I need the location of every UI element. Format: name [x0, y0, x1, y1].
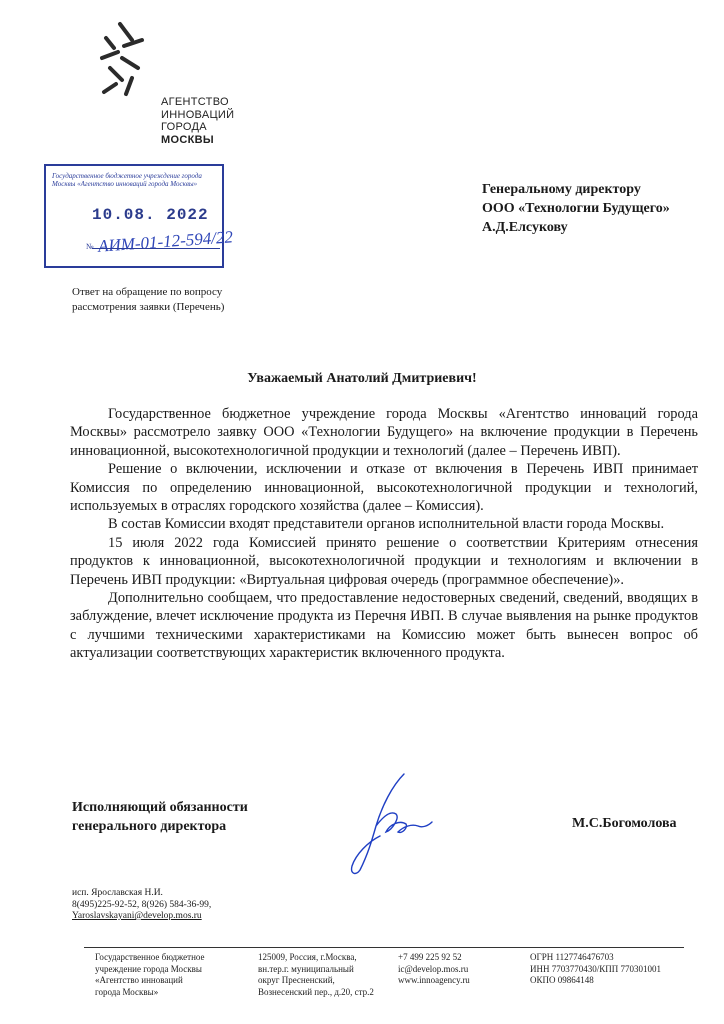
- addressee-block: [482, 180, 670, 237]
- footer-line: ОКПО 09864148: [530, 975, 594, 985]
- footer-line: города Москвы»: [95, 986, 159, 997]
- body-paragraph: Дополнительно сообщаем, что предоставление недостоверных сведений, сведений, вводящих в заблуждение, влечет исключение продукта из Перечня ИВП. В случае выявления на рынке продуктов с лучшими техническими характеристиками на Комиссию может быть вынесен вопрос об актуализации соответствующих характеристик включенного продукта.: [70, 590, 698, 662]
- logo-line: АГЕНТСТВО: [161, 96, 229, 108]
- signatory-title-line: генерального директора: [72, 819, 227, 834]
- agency-logo-text: [161, 96, 234, 146]
- footer-line: Вознесенский пер., д.20, стр.2: [258, 986, 374, 997]
- stamp-no-label: №: [86, 242, 94, 251]
- footer-line: учреждение города Москвы: [95, 963, 202, 974]
- subject-block: [72, 285, 224, 315]
- footer-line: ОГРН 1127746476703: [530, 952, 614, 962]
- addressee-line: А.Д.Елсукову: [482, 220, 568, 235]
- footer-line: 125009, Россия, г.Москва,: [258, 952, 357, 962]
- footer-line: «Агентство инноваций: [95, 975, 183, 985]
- subject-line: Ответ на обращение по вопросу: [72, 286, 223, 298]
- body-paragraph: Государственное бюджетное учреждение города Москвы «Агентство инноваций города Москвы» рассмотрело заявку ООО «Технологии Будущего» на включение продукции в Перечень инновационной, высокотехнологичной продукции и технологий (далее – Перечень ИВП).: [70, 406, 698, 459]
- signatory-name: М.С.Богомолова: [572, 816, 677, 831]
- executor-email-link[interactable]: Yaroslavskayani@develop.mos.ru: [72, 911, 202, 921]
- handwritten-signature: [346, 770, 436, 880]
- signatory-title: [72, 798, 248, 836]
- footer-email-link[interactable]: ic@develop.mos.ru: [398, 963, 469, 974]
- footer-org-column: [95, 952, 205, 998]
- footer-line: Государственное бюджетное: [95, 952, 205, 962]
- executor-name: исп. Ярославская Н.И.: [72, 888, 163, 898]
- subject-line: рассмотрения заявки (Перечень): [72, 301, 225, 313]
- addressee-line: Генеральному директору: [482, 182, 641, 197]
- letter-body: [70, 405, 698, 663]
- executor-info: [72, 888, 211, 923]
- body-paragraph: 15 июля 2022 года Комиссией принято решение о соответствии Критериям отнесения продуктов к инновационной, высокотехнологичной продукции и технологиям и включении в Перечень ИВП продукции: «Виртуальная цифровая очередь (программное обеспечение)».: [70, 534, 698, 588]
- greeting: Уважаемый Анатолий Дмитриевич!: [247, 371, 477, 386]
- stamp-line-2: Москвы «Агентство инноваций города Москвы»: [52, 180, 198, 188]
- logo-line: ГОРОДА: [161, 121, 207, 133]
- signatory-title-line: Исполняющий обязанности: [72, 800, 248, 815]
- body-paragraph: В состав Комиссии входят представители органов исполнительной власти города Москвы.: [108, 516, 665, 533]
- registration-stamp: [44, 164, 234, 268]
- footer-line: ИНН 7703770430/КПП 770301001: [530, 963, 662, 974]
- footer-phone: +7 499 225 92 52: [398, 952, 462, 962]
- footer-line: вн.тер.г. муниципальный: [258, 963, 354, 974]
- executor-phones: 8(495)225-92-52, 8(926) 584-36-99,: [72, 899, 212, 910]
- logo-line: МОСКВЫ: [161, 133, 214, 146]
- footer-contacts-column: [398, 952, 470, 987]
- stamp-line-1: Государственное бюджетное учреждение города: [52, 172, 202, 180]
- body-paragraph: Решение о включении, исключении и отказе от включения в Перечень ИВП принимает Комиссия по определению инновационной, высокотехнологичной продукции и технологий, используемых в отраслях городского хозяйства (далее – Комиссия).: [70, 461, 698, 515]
- logo-line: ИННОВАЦИЙ: [161, 108, 235, 121]
- footer-line: округ Пресненский,: [258, 975, 335, 985]
- footer-divider: [84, 947, 684, 948]
- stamp-number-underline: [92, 248, 220, 249]
- footer-address-column: [258, 952, 374, 998]
- stamp-date: 10.08. 2022: [92, 206, 209, 224]
- addressee-line: ООО «Технологии Будущего»: [482, 201, 670, 216]
- stamp-number: АИМ-01-12-594/22: [97, 227, 234, 256]
- footer-registration-column: [530, 952, 661, 987]
- footer-website-link[interactable]: www.innoagency.ru: [398, 975, 470, 985]
- moscow-logo-icon: [92, 18, 152, 98]
